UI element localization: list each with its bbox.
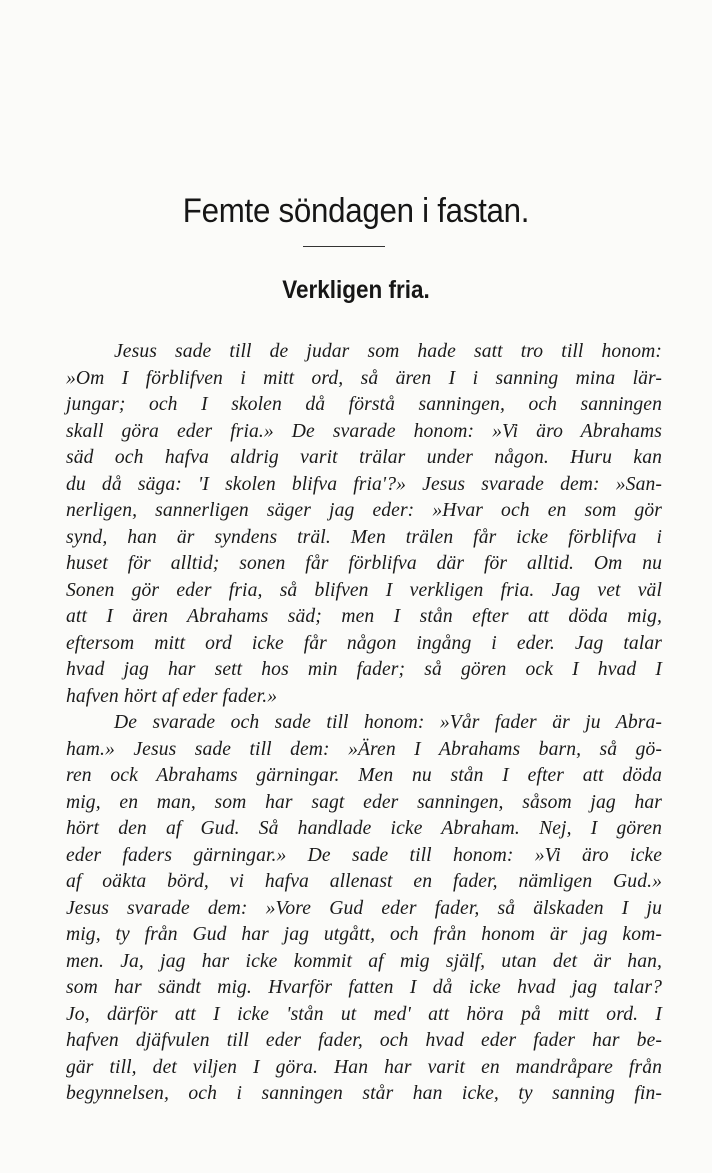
text-line: hört den af Gud. Så handlade icke Abraham. Nej, I gören [66,818,662,839]
text-line: Jesus svarade dem: »Vore Gud eder fader, så älskaden I ju [66,897,662,919]
text-line: Sonen gör eder fria, så blifven I verkligen fria. Jag vet väl [66,579,662,601]
text-line: begynnelsen, och i sanningen står han icke, ty sanning fin- [66,1083,662,1104]
text-line: ham.» Jesus sade till dem: »Ären I Abrahams barn, så gö- [66,738,662,760]
text-line: »Om I förblifven i mitt ord, så ären I i sanning mina lär- [66,367,662,389]
text-line: Jo, därför att I icke 'stån ut med' att höra på mitt ord. I [66,1003,662,1025]
text-line: hafven hört af eder fader.» [66,685,278,707]
text-line: eftersom mitt ord icke får någon ingång i eder. Jag talar [66,632,662,654]
text-line: säd och hafva aldrig varit trälar under någon. Huru kan [66,447,662,468]
text-line: nerligen, sannerligen säger jag eder: »Hvar och en som gör [66,500,662,521]
body-text [66,339,662,1108]
text-line: af oäkta börd, vi hafva allenast en fader, nämligen Gud.» [66,871,662,892]
text-line: mig, en man, som har sagt eder sanningen, såsom jag har [66,791,662,813]
section-subtitle: Verkligen fria. [282,276,430,304]
text-line: De svarade och sade till honom: »Vår fader är ju Abra- [114,712,662,733]
text-line: huset för alltid; sonen får förblifva där för alltid. Om nu [66,553,662,574]
text-line: skall göra eder fria.» De svarade honom: »Vi äro Abrahams [66,420,662,442]
text-line: gär till, det viljen I göra. Han har varit en mandråpare från [66,1056,662,1078]
text-line: hvad jag har sett hos min fader; så gören ock I hvad I [66,659,662,680]
text-line: Jesus sade till de judar som hade satt tro till honom: [114,341,662,362]
text-line: jungar; och I skolen då förstå sanningen, och sanningen [66,394,662,415]
title-divider [303,246,385,247]
text-line: synd, han är syndens träl. Men trälen får icke förblifva i [66,526,662,548]
text-line: att I ären Abrahams säd; men I stån efter att döda mig, [66,606,662,627]
text-line: mig, ty från Gud har jag utgått, och från honom är jag kom- [66,924,662,945]
text-line: eder faders gärningar.» De sade till honom: »Vi äro icke [66,844,662,866]
text-line: du då säga: 'I skolen blifva fria'?» Jesus svarade dem: »San- [66,473,662,495]
text-line: som har sändt mig. Hvarför fatten I då icke hvad jag talar? [66,977,662,998]
text-line: men. Ja, jag har icke kommit af mig själf, utan det är han, [66,950,662,972]
text-line: hafven djäfvulen till eder fader, och hvad eder fader har be- [66,1030,662,1051]
text-line: ren ock Abrahams gärningar. Men nu stån I efter att döda [66,765,662,786]
chapter-title: Femte söndagen i fastan. [182,192,530,230]
